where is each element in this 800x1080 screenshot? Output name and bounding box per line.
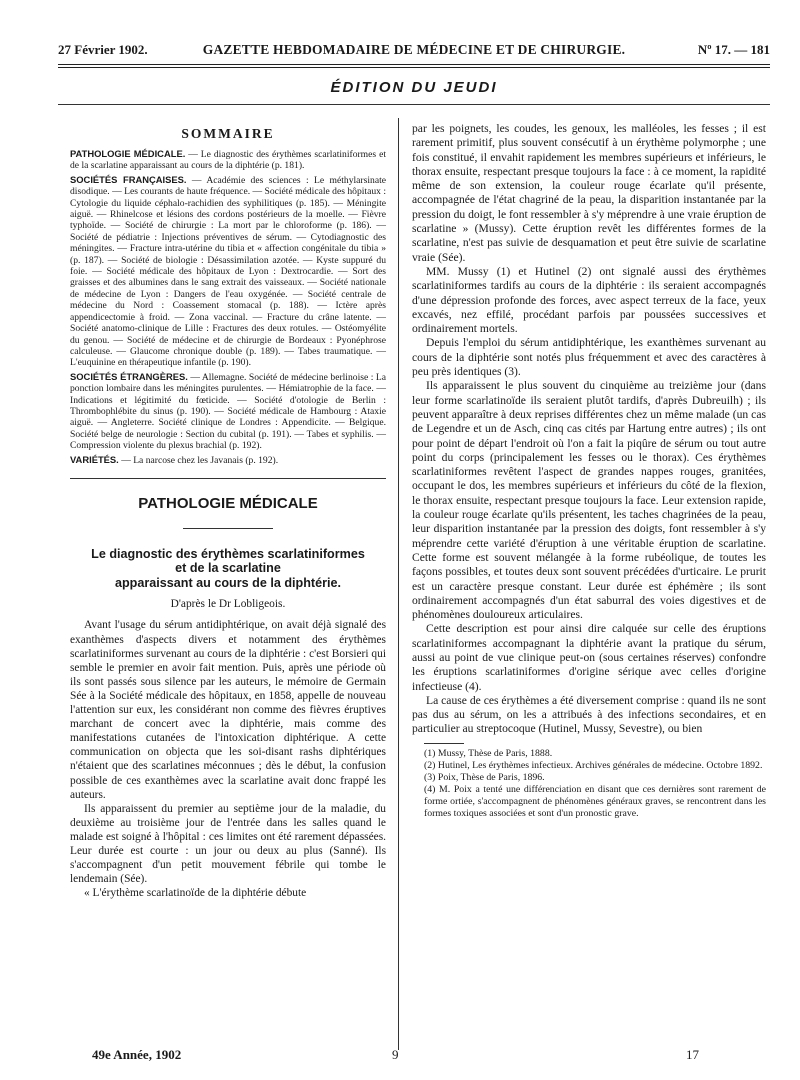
body-paragraph: « L'érythème scarlatinoïde de la diphtérie débute xyxy=(84,887,307,900)
toc-entry-label: VARIÉTÉS. xyxy=(70,453,119,465)
body-paragraph: MM. Mussy (1) et Hutinel (2) ont signalé aussi des érythèmes scarlatiniformes tardifs au cours de la diphtérie : ils seraient accompagnés d'une dépression profonde des forces, avec aspect terreux de la face, yeux excavés, nez effilé, procédant parfois par poussées successives et ordinairement mortels. xyxy=(412,264,766,336)
header-rule xyxy=(58,64,770,68)
toc-entry-text: — Allemagne. Société de médecine berlinoise : La ponction lombaire dans les méningites purulentes. — Hémiatrophie de la face. — Indications et légitimité du fœticide. — Société d'otologie de Berlin : Thrombophlébite du sinus (p. 190). — Société médicale de Hambourg : Ataxie aiguë. — Angleterre. Société clinique de Londres : Appendicite. — Belgique. Société belge de neurologie : Section du cubital (p. 191). — Tabes et syphilis. — Compression violente du plexus brachial (p. 192). xyxy=(70,371,386,452)
body-paragraph: La cause de ces érythèmes a été diversement comprise : quand ils ne sont pas dus au sérum, on les a attribués à des infections secondaires, et en particulier au streptocoque (Hutinel, Mussy, Sevestre), ou bien xyxy=(412,693,766,736)
toc-entry xyxy=(70,454,386,466)
edition-rule xyxy=(58,104,770,105)
footnote: (3) Poix, Thèse de Paris, 1896. xyxy=(424,771,545,783)
article-body-right xyxy=(412,122,766,737)
toc-entry-label: PATHOLOGIE MÉDICALE. xyxy=(70,148,186,159)
column-divider xyxy=(398,118,399,1050)
footnotes xyxy=(412,748,766,820)
footnote: (2) Hutinel, Les érythèmes infectieux. Archives générales de médecine. Octobre 1892. xyxy=(424,759,763,771)
toc-entry xyxy=(70,174,386,369)
left-column xyxy=(70,122,386,900)
section-heading: PATHOLOGIE MÉDICALE xyxy=(138,494,318,512)
article-title-line: Le diagnostic des érythèmes scarlatiniformes xyxy=(91,546,365,561)
issue-page-number: Nº 17. — 181 xyxy=(697,42,770,57)
footer-signature: 17 xyxy=(686,1047,699,1062)
header-date: 27 Février 1902. xyxy=(58,42,148,57)
table-of-contents xyxy=(70,126,386,466)
footnote-rule xyxy=(424,743,464,744)
body-paragraph: Ils apparaissent le plus souvent du cinquième au treizième jour (dans leur forme scarlatinoïde ils seraient plutôt tardifs, d'après Dubreuilh) ; ils peuvent apparaître à deux reprises différentes chez un même malade (un cas de Legendre et un de Asch, cinq cas cités par Hartung entre autres) ; ils ont pour point de départ l'endroit où l'on a fait la piqûre de sérum ou tout autre point du corps (principalement les fesses ou le thorax). Ces érythèmes scarlatiniformes revêtent l'aspect de grandes nappes rouges, granitées, occupant le dos, les membres supérieurs et inférieurs du côté de la flexion, le thorax ensuite, respectant presque toujours la face. Leur extension rapide, la couleur rouge écarlate qu'ils présentent, les taches chagrinées de la peau, leur disparition instantanée par la pression des doigts, font ressembler à s'y méprendre cette variété d'éruption à une véritable éruption de scarlatine. Cette forme est souvent mélangée à la forme rubéolique, de toutes les façons possibles, et toutes deux sont souvent précédées d'urticaire. Le prurit est un caractère presque constant. Leur durée est éphémère ; ils sont ordinairement accompagnés d'un état saburral des voies digestives et de phénomènes douloureux articulaires. xyxy=(412,379,766,622)
toc-entry-text: — Le diagnostic des érythèmes scarlatiniformes et de la scarlatine apparaissant au cours de la diphtérie (p. 181). xyxy=(70,149,387,172)
article-title xyxy=(70,547,386,591)
article-body-left xyxy=(70,618,386,900)
toc-entry-label: SOCIÉTÉS FRANÇAISES. xyxy=(70,173,187,185)
article-byline: D'après le Dr Lobligeois. xyxy=(170,598,286,611)
toc-entry-text: — Académie des sciences : Le méthylarsinate disodique. — Les courants de haute fréquence. — Société médicale des hôpitaux : Cytologie du liquide céphalo-rachidien des syphilitiques (p. 185). — Méningite aiguë. — Rhinelcose et lésions des cordons postérieurs de la moelle. — Fièvre typhoïde. — Société de chirurgie : La mort par le chloroforme (p. 186). — Société de pédiatrie : Injections préventives de sérum. — Cytodiagnostic des méningites. — Fracture intra-utérine du tibia et « affection congénitale du tibia » (p. 187). — Société de biologie : Désassimilation azotée. — Kyste suppuré du foie. — Société médicale des hôpitaux de Lyon : Dextrocardie. — Sort des graisses et des albumines dans le sang extrait des vaisseaux. — Société nationale de médecine de Lyon : Dangers de l'eau oxygénée. — Société centrale de médecine du Nord : Coassement stomacal (p. 188). — Ictère après appendicectomie à froid. — Zona vaccinal. — Fracture du crâne latente. — Société anatomo-clinique de Lille : Fractures des deux rotules. — Ostéomyélite du genou. — Société de médecine et de chirurgie de Bordeaux : Pyonéphrose calculeuse. — Glaucome chronique double (p. 189). — Tabes traumatique. — L'euquinine en thérapeutique infantile (p. 190). xyxy=(70,174,387,369)
running-header xyxy=(58,40,770,62)
toc-entry-label: SOCIÉTÉS ÉTRANGÈRES. xyxy=(70,370,188,382)
footer-sheet-number: 9 xyxy=(392,1047,399,1062)
body-paragraph: Ils apparaissent du premier au septième jour de la maladie, du deuxième au troisième jour de l'entrée dans les salles quand le malade est soigné à l'hôpital : ces limites ont été rarement dépassées. Leur durée est courte : un jour ou deux au plus (Sanné). Ils s'accompagnent d'un petit mouvement fébrile qui tombe le lendemain (Sée). xyxy=(70,802,386,886)
section-rule xyxy=(70,478,386,479)
toc-title: SOMMAIRE xyxy=(181,126,275,141)
toc-entry xyxy=(70,148,386,172)
article-title-line: apparaissant au cours de la diphtérie. xyxy=(114,575,342,590)
body-paragraph: Cette description est pour ainsi dire calquée sur celle des éruptions scarlatiniformes accompagnant la diphtérie avant la pratique du sérum, aussi au point de vue clinique peut-on (sous certaines réserves) confondre les éruptions scarlatiniformes d'origine sérique avec celles d'origine infectieuse (4). xyxy=(412,622,766,693)
article-title-line: et de la scarlatine xyxy=(175,561,281,576)
journal-title: GAZETTE HEBDOMADAIRE DE MÉDECINE ET DE CHIRURGIE. xyxy=(202,42,626,57)
footnote: (4) M. Poix a tenté une différenciation en disant que ces dernières sont rarement de forme ortiée, s'accompagnent de phénomènes généraux graves, se rencontrent dans les formes toxiques associées et sont d'un pronostic grave. xyxy=(424,783,766,819)
toc-entry-text: — La narcose chez les Javanais (p. 192). xyxy=(118,454,279,466)
right-column xyxy=(412,122,766,820)
body-paragraph: Avant l'usage du sérum antidiphtérique, on avait déjà signalé des exanthèmes d'aspects divers et notamment des érythèmes scarlatiniformes survenant au cours de la diphtérie : c'est Borsieri qui semble le premier en avoir fait mention. Puis, après une période où ils sont passés sous silence par les auteurs, le mémoire de Germain Sée à la Société médicale des hôpitaux, en 1858, appelle de nouveau l'attention sur eux, les considérant non comme des fièvres éruptives marchant de concert avec la diphtérie, mais comme des manifestations cutanées de l'intoxication diphtérique. A cette communication on objecta que les soi-disant rashs diphtériques n'étaient que des scarlatines méconnues ; dès le début, la confusion possible de ces exanthèmes avec la scarlatine avait donc frappé les auteurs. xyxy=(70,619,386,801)
footer-year: 49e Année, 1902 xyxy=(92,1047,182,1062)
toc-entry xyxy=(70,371,386,452)
footnote: (1) Mussy, Thèse de Paris, 1888. xyxy=(424,747,553,759)
section-short-rule xyxy=(183,528,273,529)
body-paragraph: par les poignets, les coudes, les genoux, les malléoles, les fesses ; il est rarement primitif, plus souvent consécutif à un érythème polymorphe ; une fois constitué, il envahit rapidement les membres supérieurs et inférieurs, le thorax ensuite, respectant presque toujours la face : à ce moment, la rapidité même de son extension, la couleur rouge écarlate qu'il présente, accompagnée de l'état chagriné de la peau, la disparition instantanée par la pression du doigt, le font ressembler à s'y méprendre à une vraie éruption de scarlatine » (Mussy). Cette éruption revêt les différentes formes de la scarlatine, n'est pas suivie de desquamation et peut être suivie de scarlatine vraie (Sée). xyxy=(412,122,766,264)
body-paragraph: Depuis l'emploi du sérum antidiphtérique, les exanthèmes survenant au cours de la diphtérie sont notés plus fréquemment et avec des caractères à peu près identiques (3). xyxy=(412,336,766,379)
edition-banner: ÉDITION DU JEUDI xyxy=(330,79,498,96)
